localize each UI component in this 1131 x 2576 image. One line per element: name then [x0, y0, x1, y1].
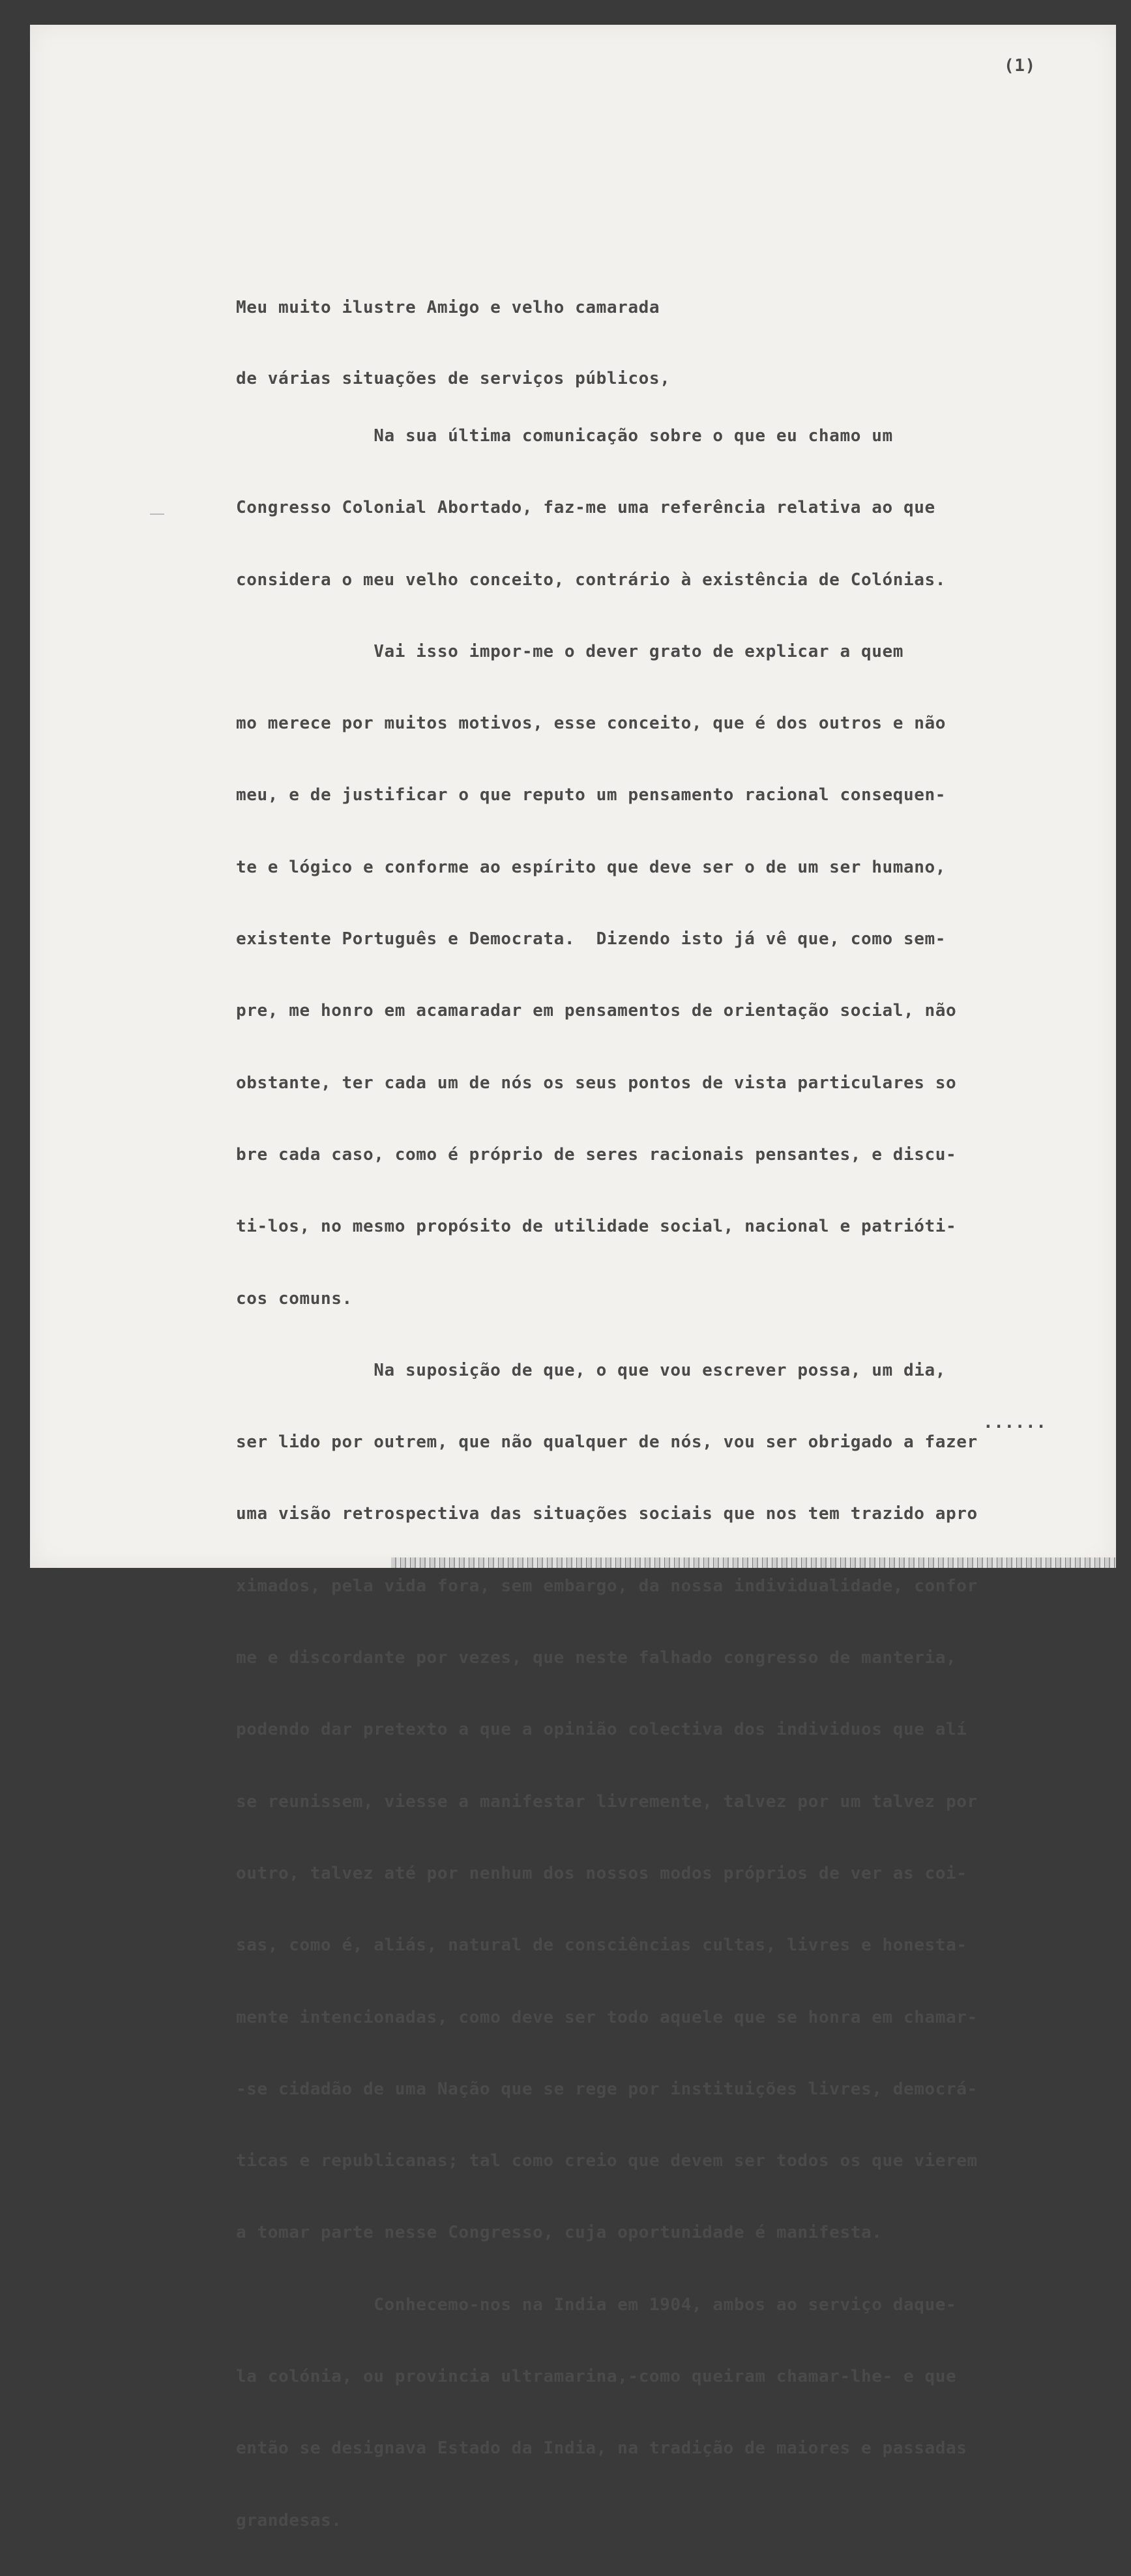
body-line: outro, talvez até por nenhum dos nossos modos próprios de ver as coi-: [236, 1863, 967, 1883]
body-line: sas, como é, aliás, natural de consciências cultas, livres e honesta-: [236, 1935, 967, 1956]
body-line: te e lógico e conforme ao espírito que deve ser o de um ser humano,: [236, 857, 946, 877]
body-line: se reunissem, viesse a manifestar livremente, talvez por um talvez por: [236, 1791, 978, 1812]
body-line: obstante, ter cada um de nós os seus pontos de vista particulares so: [236, 1073, 957, 1093]
body-line: ser lido por outrem, que não qualquer de nós, vou ser obrigado a fazer: [236, 1432, 978, 1453]
salutation-line: Meu muito ilustre Amigo e velho camarada: [236, 298, 660, 317]
body-line: Na suposição de que, o que vou escrever possa, um dia,: [236, 1360, 946, 1380]
typewritten-page: [30, 25, 1116, 2530]
body-line: me e discordante por vezes, que neste falhado congresso de manteria,: [236, 1648, 957, 1668]
body-line: então se designava Estado da India, na tradição de maiores e passadas: [236, 2439, 967, 2459]
body-line: cos comuns.: [236, 1288, 353, 1309]
body-line: mo merece por muitos motivos, esse conceito, que é dos outros e não: [236, 714, 946, 734]
continuation-mark: ......: [983, 1413, 1047, 1432]
scan-calibration-strip: [391, 1557, 1116, 1568]
letter-body: [236, 381, 978, 2576]
body-line: meu, e de justificar o que reputo um pensamento racional consequen-: [236, 785, 946, 805]
body-line: considera o meu velho conceito, contrário à existência de Colónias.: [236, 570, 946, 590]
body-line: Conhecemo-nos na India em 1904, ambos ao serviço daque-: [236, 2294, 957, 2315]
body-line: Vai isso impor-me o dever grato de explicar a quem: [236, 641, 903, 661]
page-number: (1): [1004, 56, 1036, 76]
body-line: Na sua última comunicação sobre o que eu chamo um: [236, 426, 893, 446]
body-line: ximados, pela vida fora, sem embargo, da nossa individualidade, confor: [236, 1576, 978, 1596]
body-line: mente intencionadas, como deve ser todo aquele que se honra em chamar-: [236, 2007, 978, 2027]
body-line: uma visão retrospectiva das situações sociais que nos tem trazido apro: [236, 1504, 978, 1524]
body-line: existente Português e Democrata. Dizendo isto já vê que, como sem-: [236, 929, 946, 949]
body-line: ticas e republicanas; tal como creio que devem ser todos os que vierem: [236, 2151, 978, 2171]
salutation-line: de várias situações de serviços públicos,: [236, 369, 671, 388]
margin-mark: [150, 514, 164, 515]
body-line: -se cidadão de uma Nação que se rege por instituições livres, democrá-: [236, 2079, 978, 2099]
body-line: a tomar parte nesse Congresso, cuja oportunidade é manifesta.: [236, 2223, 883, 2243]
body-line: la colónia, ou provincia ultramarina,-como queiram chamar-lhe- e que: [236, 2367, 957, 2387]
body-line: podendo dar pretexto a que a opinião colectiva dos individuos que alí: [236, 1720, 967, 1740]
body-line: pre, me honro em acamaradar em pensamentos de orientação social, não: [236, 1001, 957, 1021]
body-line: ti-los, no mesmo propósito de utilidade social, nacional e patrióti-: [236, 1217, 957, 1237]
body-line: grandesas.: [236, 2510, 342, 2530]
body-line: Congresso Colonial Abortado, faz-me uma referência relativa ao que: [236, 498, 935, 518]
body-line: bre cada caso, como é próprio de seres racionais pensantes, e discu-: [236, 1144, 957, 1165]
